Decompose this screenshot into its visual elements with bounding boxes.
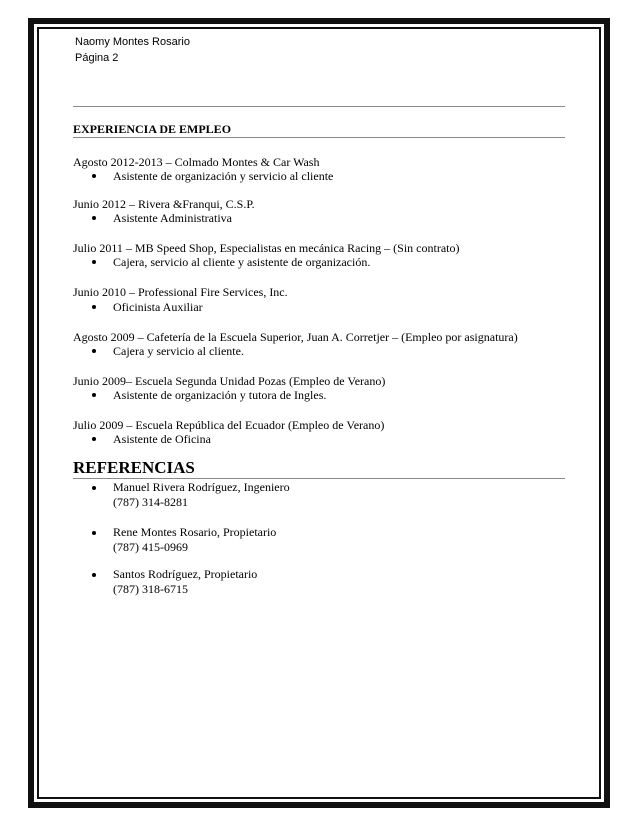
section-title-experience: EXPERIENCIA DE EMPLEO xyxy=(73,122,565,138)
section-title-references: REFERENCIAS xyxy=(73,458,565,479)
bullet-icon xyxy=(92,437,96,441)
reference-phone: (787) 415-0969 xyxy=(113,540,188,554)
bullet-icon xyxy=(92,393,96,397)
reference-name: Rene Montes Rosario, Propietario xyxy=(113,525,277,539)
bullet-icon xyxy=(92,531,96,535)
job-duty-text: Asistente de organización y tutora de Ingles. xyxy=(113,388,327,402)
reference-phone: (787) 314-8281 xyxy=(113,495,188,509)
job-heading: Junio 2009– Escuela Segunda Unidad Pozas (Empleo de Verano) xyxy=(73,374,386,388)
bullet-icon xyxy=(92,305,96,309)
header-divider xyxy=(73,106,565,107)
bullet-icon xyxy=(92,216,96,220)
job-duty-text: Oficinista Auxiliar xyxy=(113,300,203,314)
bullet-icon xyxy=(92,573,96,577)
job-heading: Junio 2012 – Rivera &Franqui, C.S.P. xyxy=(73,197,255,211)
job-duty-text: Cajera, servicio al cliente y asistente de organización. xyxy=(113,255,371,269)
reference-name: Santos Rodríguez, Propietario xyxy=(113,567,258,581)
bullet-icon xyxy=(92,260,96,264)
reference-phone: (787) 318-6715 xyxy=(113,582,188,596)
bullet-icon xyxy=(92,486,96,490)
job-heading: Agosto 2009 – Cafetería de la Escuela Superior, Juan A. Corretjer – (Empleo por asignatura) xyxy=(73,330,518,344)
job-duty-text: Asistente de organización y servicio al cliente xyxy=(113,169,334,183)
job-heading: Agosto 2012-2013 – Colmado Montes & Car Wash xyxy=(73,155,320,169)
header-page-number: Página 2 xyxy=(75,52,119,64)
job-heading: Julio 2009 – Escuela República del Ecuador (Empleo de Verano) xyxy=(73,418,385,432)
header-author-name: Naomy Montes Rosario xyxy=(75,36,190,48)
bullet-icon xyxy=(92,174,96,178)
job-duty-text: Asistente de Oficina xyxy=(113,432,211,446)
job-heading: Julio 2011 – MB Speed Shop, Especialistas en mecánica Racing – (Sin contrato) xyxy=(73,241,460,255)
reference-name: Manuel Rivera Rodríguez, Ingeniero xyxy=(113,480,290,494)
bullet-icon xyxy=(92,349,96,353)
job-heading: Junio 2010 – Professional Fire Services, Inc. xyxy=(73,285,288,299)
job-duty-text: Cajera y servicio al cliente. xyxy=(113,344,244,358)
job-duty-text: Asistente Administrativa xyxy=(113,211,232,225)
